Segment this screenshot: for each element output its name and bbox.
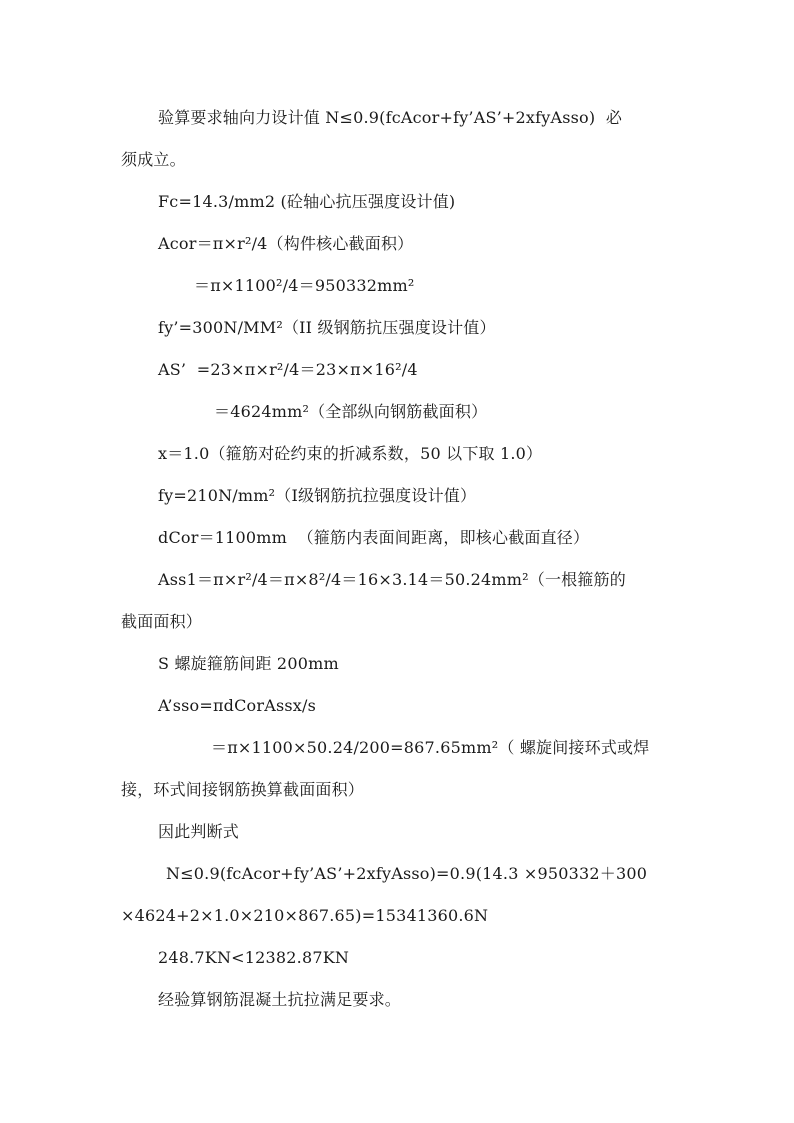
text-line-dcor: dCor＝1100mm （箍筋内表面间距离，即核心截面直径） xyxy=(158,528,590,547)
text-line-acor: Acor＝π×r²/4（构件核心截面积） xyxy=(158,234,414,253)
text-line-requirement-cont: 须成立。 xyxy=(121,150,186,169)
text-line-x: x＝1.0（箍筋对砼约束的折减系数，50 以下取 1.0） xyxy=(158,444,543,463)
text-line-s: S 螺旋箍筋间距 200mm xyxy=(158,654,339,673)
text-line-acor-value: ＝π×1100²/4＝950332mm² xyxy=(194,276,415,295)
text-line-as-prime: AS’ =23×π×r²/4＝23×π×16²/4 xyxy=(158,360,418,379)
text-line-fy-prime: fy’=300N/MM²（II 级钢筋抗压强度设计值） xyxy=(158,318,496,337)
text-line-asso: A’sso=πdCorAssx/s xyxy=(158,696,317,715)
text-line-fy: fy=210N/mm²（Ⅰ级钢筋抗拉强度设计值） xyxy=(158,486,477,505)
text-line-ass1-cont: 截面面积） xyxy=(121,612,203,631)
text-line-conclusion: 经验算钢筋混凝土抗拉满足要求。 xyxy=(158,990,402,1009)
text-line-ass1: Ass1＝π×r²/4＝π×8²/4＝16×3.14＝50.24mm²（一根箍筋的 xyxy=(158,570,626,589)
text-line-therefore: 因此判断式 xyxy=(158,822,240,841)
text-line-asso-cont: 接，环式间接钢筋换算截面面积） xyxy=(121,780,365,799)
text-line-fc: Fc=14.3/mm2 (砼轴心抗压强度设计值) xyxy=(158,192,456,211)
text-line-as-prime-value: ＝4624mm²（全部纵向钢筋截面积） xyxy=(214,402,488,421)
text-line-comparison: 248.7KN<12382.87KN xyxy=(158,948,350,967)
text-line-requirement: 验算要求轴向力设计值 N≤0.9(fcAcor+fy’AS’+2xfyAsso) 必 xyxy=(158,108,623,127)
text-line-asso-value: ＝π×1100×50.24/200=867.65mm²（ 螺旋间接环式或焊 xyxy=(211,738,650,757)
text-line-formula: N≤0.9(fcAcor+fy’AS’+2xfyAsso)=0.9(14.3 ×950332＋300 xyxy=(166,864,648,883)
text-line-formula-cont: ×4624+2×1.0×210×867.65)=15341360.6N xyxy=(121,906,489,925)
